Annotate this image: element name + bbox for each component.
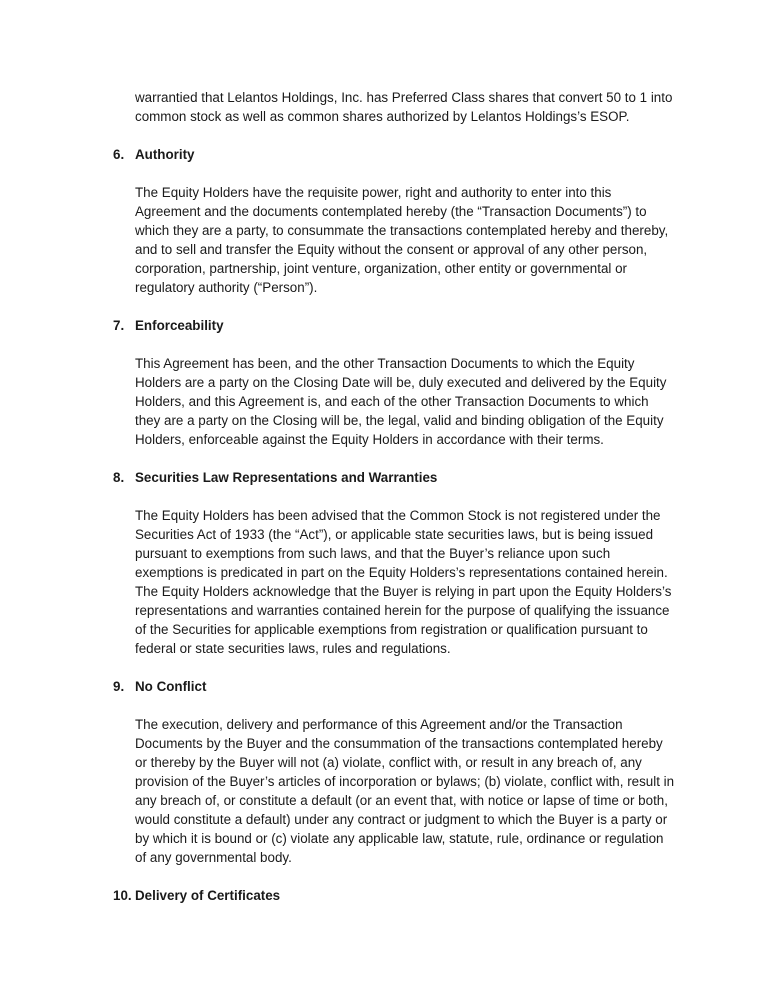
section-number: 7. — [113, 318, 125, 333]
section-title: Enforceability — [135, 318, 224, 333]
section-number: 9. — [113, 679, 125, 694]
section-number: 8. — [113, 470, 125, 485]
section-heading — [113, 468, 675, 487]
section-body: The execution, delivery and performance of this Agreement and/or the Transaction Documents by the Buyer and the consummation of the transactions contemplated hereby or thereby by the Buyer will not (a) violate, conflict with, or result in any breach of, any provision of the Buyer’s articles of incorporation or bylaws; (b) violate, conflict with, result in any breach of, or constitute a default (or an event that, with notice or lapse of time or both, would constitute a default) under any contract or judgment to which the Buyer is a party or by which it is bound or (c) violate any applicable law, statute, rule, ordinance or regulation of any governmental body. — [135, 717, 675, 865]
section-securities-law-representations — [113, 468, 675, 658]
section-title: Authority — [135, 147, 195, 162]
section-heading — [113, 145, 675, 164]
section-body: The Equity Holders has been advised that the Common Stock is not registered under the Securities Act of 1933 (the “Act”), or applicable state securities laws, but is being issued pursuant to exemptions from such laws, and that the Buyer’s reliance upon such exemptions is predicated in part on the Equity Holders’s representations contained herein. The Equity Holders acknowledge that the Buyer is relying in part upon the Equity Holders’s representations and warranties contained herein for the purpose of qualifying the issuance of the Securities for applicable exemptions from registration or qualification pursuant to federal or state securities laws, rules and regulations. — [135, 508, 672, 656]
section-number: 10. — [113, 888, 132, 903]
section-body: The Equity Holders have the requisite power, right and authority to enter into this Agreement and the documents contemplated hereby (the “Transaction Documents”) to which they are a party, to consummate the transactions contemplated hereby and thereby, and to sell and transfer the Equity without the consent or approval of any other person, corporation, partnership, joint venture, organization, other entity or governmental or regulatory authority (“Person”). — [135, 185, 669, 295]
section-heading — [113, 316, 675, 335]
section-authority — [113, 145, 675, 297]
section-delivery-of-certificates — [113, 886, 675, 905]
section-title: Delivery of Certificates — [135, 888, 281, 903]
intro-paragraph: warrantied that Lelantos Holdings, Inc. has Preferred Class shares that convert 50 to 1 into common stock as well as common shares authorized by Lelantos Holdings’s ESOP. — [135, 90, 673, 124]
section-no-conflict — [113, 677, 675, 867]
section-enforceability — [113, 316, 675, 449]
section-body: This Agreement has been, and the other Transaction Documents to which the Equity Holders are a party on the Closing Date will be, duly executed and delivered by the Equity Holders, and this Agreement is, and each of the other Transaction Documents to which they are a party on the Closing will be, the legal, valid and binding obligation of the Equity Holders, enforceable against the Equity Holders in accordance with their terms. — [135, 356, 667, 447]
section-heading — [113, 886, 675, 905]
section-title: No Conflict — [135, 679, 207, 694]
section-title: Securities Law Representations and Warranties — [135, 470, 438, 485]
section-heading — [113, 677, 675, 696]
section-number: 6. — [113, 147, 125, 162]
